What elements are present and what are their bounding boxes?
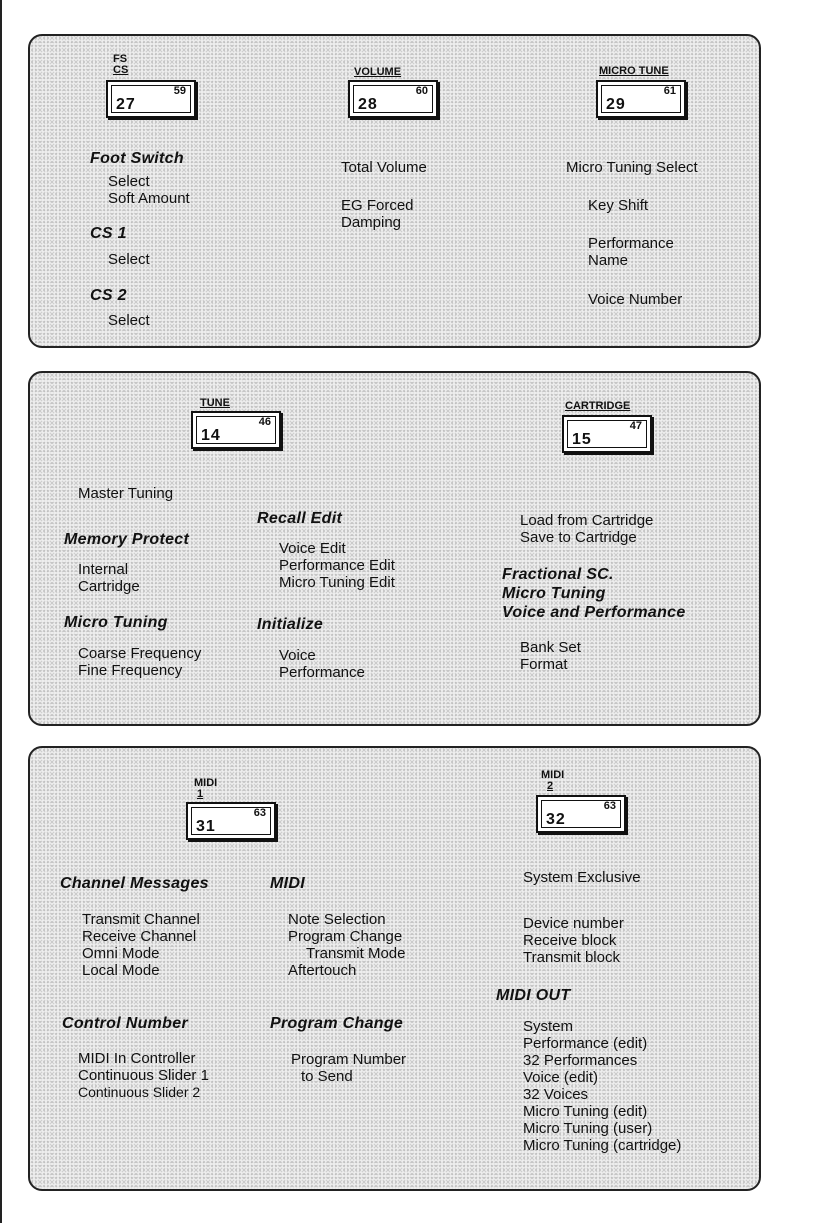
list-item: Program Number xyxy=(291,1051,407,1068)
cs2-heading: CS 2 xyxy=(90,287,127,304)
list-item: to Send xyxy=(301,1068,353,1085)
cs2-select: Select xyxy=(108,312,150,329)
button-number: 31 xyxy=(196,818,216,835)
midi2-caption-number: 2 xyxy=(547,780,554,792)
total-volume-label: Total Volume xyxy=(341,159,427,176)
list-item: Load from Cartridge xyxy=(520,512,654,529)
list-item: Local Mode xyxy=(82,962,160,979)
list-item: Soft Amount xyxy=(108,190,190,207)
recall-edit-items xyxy=(279,540,395,591)
micro-tuning-sub-heading: Micro Tuning xyxy=(502,585,606,602)
list-item: Save to Cartridge xyxy=(520,529,637,546)
cartridge-ops xyxy=(520,512,653,546)
recall-edit-heading: Recall Edit xyxy=(257,510,343,527)
text-line: Name xyxy=(588,252,629,269)
midi1-caption-number: 1 xyxy=(197,788,204,800)
system-exclusive-label: System Exclusive xyxy=(523,869,641,886)
list-item: Select xyxy=(108,173,150,190)
list-item: Micro Tuning (cartridge) xyxy=(523,1137,682,1154)
list-item: Cartridge xyxy=(78,578,140,595)
list-item: System xyxy=(523,1018,574,1035)
button-alt-number: 46 xyxy=(258,416,271,428)
list-item: Aftertouch xyxy=(288,962,357,979)
button-alt-number: 61 xyxy=(663,85,676,97)
panel-tune-cartridge xyxy=(28,371,761,726)
button-number: 32 xyxy=(546,811,566,828)
micro-tuning-items xyxy=(78,645,201,679)
button-alt-number: 59 xyxy=(173,85,186,97)
panel-performance-controls xyxy=(28,34,761,348)
list-item: Micro Tuning (edit) xyxy=(523,1103,648,1120)
list-item: Continuous Slider 1 xyxy=(78,1067,209,1084)
page-edge-rule xyxy=(0,0,2,1223)
button-14-tune[interactable] xyxy=(191,411,281,449)
midi-out-heading: MIDI OUT xyxy=(496,987,571,1004)
text-line: EG Forced xyxy=(341,197,414,214)
micro-tune-caption: MICRO TUNE xyxy=(599,65,669,77)
list-item: Continuous Slider 2 xyxy=(78,1084,201,1100)
fractional-sc-heading: Fractional SC. xyxy=(502,566,614,583)
list-item: Note Selection xyxy=(288,911,386,928)
button-alt-number: 63 xyxy=(603,800,616,812)
list-item: Omni Mode xyxy=(82,945,160,962)
midi-heading: MIDI xyxy=(270,875,305,892)
eg-forced-damping xyxy=(341,197,414,231)
voice-number-label: Voice Number xyxy=(588,291,683,308)
button-27-fs-cs[interactable] xyxy=(106,80,196,118)
list-item: Voice xyxy=(279,647,316,664)
channel-messages-items xyxy=(82,911,200,979)
initialize-items xyxy=(279,647,365,681)
text-line: Performance xyxy=(588,235,674,252)
control-number-items xyxy=(78,1050,209,1101)
list-item: Performance Edit xyxy=(279,557,395,574)
memory-protect-items xyxy=(78,561,140,595)
initialize-heading: Initialize xyxy=(257,616,324,633)
list-item: Format xyxy=(520,656,568,673)
bank-ops xyxy=(520,639,581,673)
list-item: Micro Tuning (user) xyxy=(523,1120,653,1137)
list-item: Coarse Frequency xyxy=(78,645,202,662)
list-item: Transmit Mode xyxy=(306,945,406,962)
list-item: Transmit Channel xyxy=(82,911,200,928)
list-item: Internal xyxy=(78,561,129,578)
button-32-midi2[interactable] xyxy=(536,795,626,833)
button-15-cartridge[interactable] xyxy=(562,415,652,453)
cs1-heading: CS 1 xyxy=(90,225,127,242)
volume-caption: VOLUME xyxy=(354,66,402,78)
micro-tuning-heading: Micro Tuning xyxy=(64,614,168,631)
list-item: Program Change xyxy=(288,928,403,945)
foot-switch-items xyxy=(108,173,190,207)
cs1-select: Select xyxy=(108,251,150,268)
panel-midi xyxy=(28,746,761,1191)
cartridge-caption: CARTRIDGE xyxy=(565,400,631,412)
cs-caption: CS xyxy=(113,64,129,76)
list-item: Performance (edit) xyxy=(523,1035,648,1052)
list-item: Fine Frequency xyxy=(78,662,183,679)
memory-protect-heading: Memory Protect xyxy=(64,531,190,548)
list-item: 32 Performances xyxy=(523,1052,638,1069)
micro-tuning-select-label: Micro Tuning Select xyxy=(566,159,698,176)
button-alt-number: 47 xyxy=(629,420,642,432)
button-29-micro-tune[interactable] xyxy=(596,80,686,118)
voice-performance-heading: Voice and Performance xyxy=(502,604,686,621)
button-alt-number: 63 xyxy=(253,807,266,819)
midi-out-items xyxy=(523,1018,681,1154)
list-item: Transmit block xyxy=(523,949,620,966)
button-28-volume[interactable] xyxy=(348,80,438,118)
list-item: 32 Voices xyxy=(523,1086,589,1103)
list-item: Device number xyxy=(523,915,624,932)
performance-name xyxy=(588,235,674,269)
button-number: 29 xyxy=(606,96,626,113)
list-item: Receive block xyxy=(523,932,617,949)
list-item: Receive Channel xyxy=(82,928,197,945)
text-line: Damping xyxy=(341,214,402,231)
list-item: Voice Edit xyxy=(279,540,346,557)
button-31-midi1[interactable] xyxy=(186,802,276,840)
fs-caption: FS xyxy=(113,53,128,65)
list-item: Micro Tuning Edit xyxy=(279,574,395,591)
midi1-caption: MIDI xyxy=(194,777,218,789)
channel-messages-heading: Channel Messages xyxy=(60,875,209,892)
list-item: Bank Set xyxy=(520,639,581,656)
button-number: 15 xyxy=(572,431,592,448)
list-item: MIDI In Controller xyxy=(78,1050,196,1067)
midi-items xyxy=(288,911,405,979)
program-change-heading: Program Change xyxy=(270,1015,404,1032)
button-number: 14 xyxy=(201,427,221,444)
button-number: 27 xyxy=(116,96,136,113)
key-shift-label: Key Shift xyxy=(588,197,649,214)
midi2-caption: MIDI xyxy=(541,769,565,781)
list-item: Voice (edit) xyxy=(523,1069,599,1086)
foot-switch-heading: Foot Switch xyxy=(90,150,184,167)
button-alt-number: 60 xyxy=(415,85,428,97)
control-number-heading: Control Number xyxy=(62,1015,188,1032)
tune-caption: TUNE xyxy=(200,397,230,409)
list-item: Performance xyxy=(279,664,365,681)
sysex-items xyxy=(523,915,624,966)
program-change-items xyxy=(291,1051,406,1085)
button-number: 28 xyxy=(358,96,378,113)
master-tuning-label: Master Tuning xyxy=(78,485,174,502)
